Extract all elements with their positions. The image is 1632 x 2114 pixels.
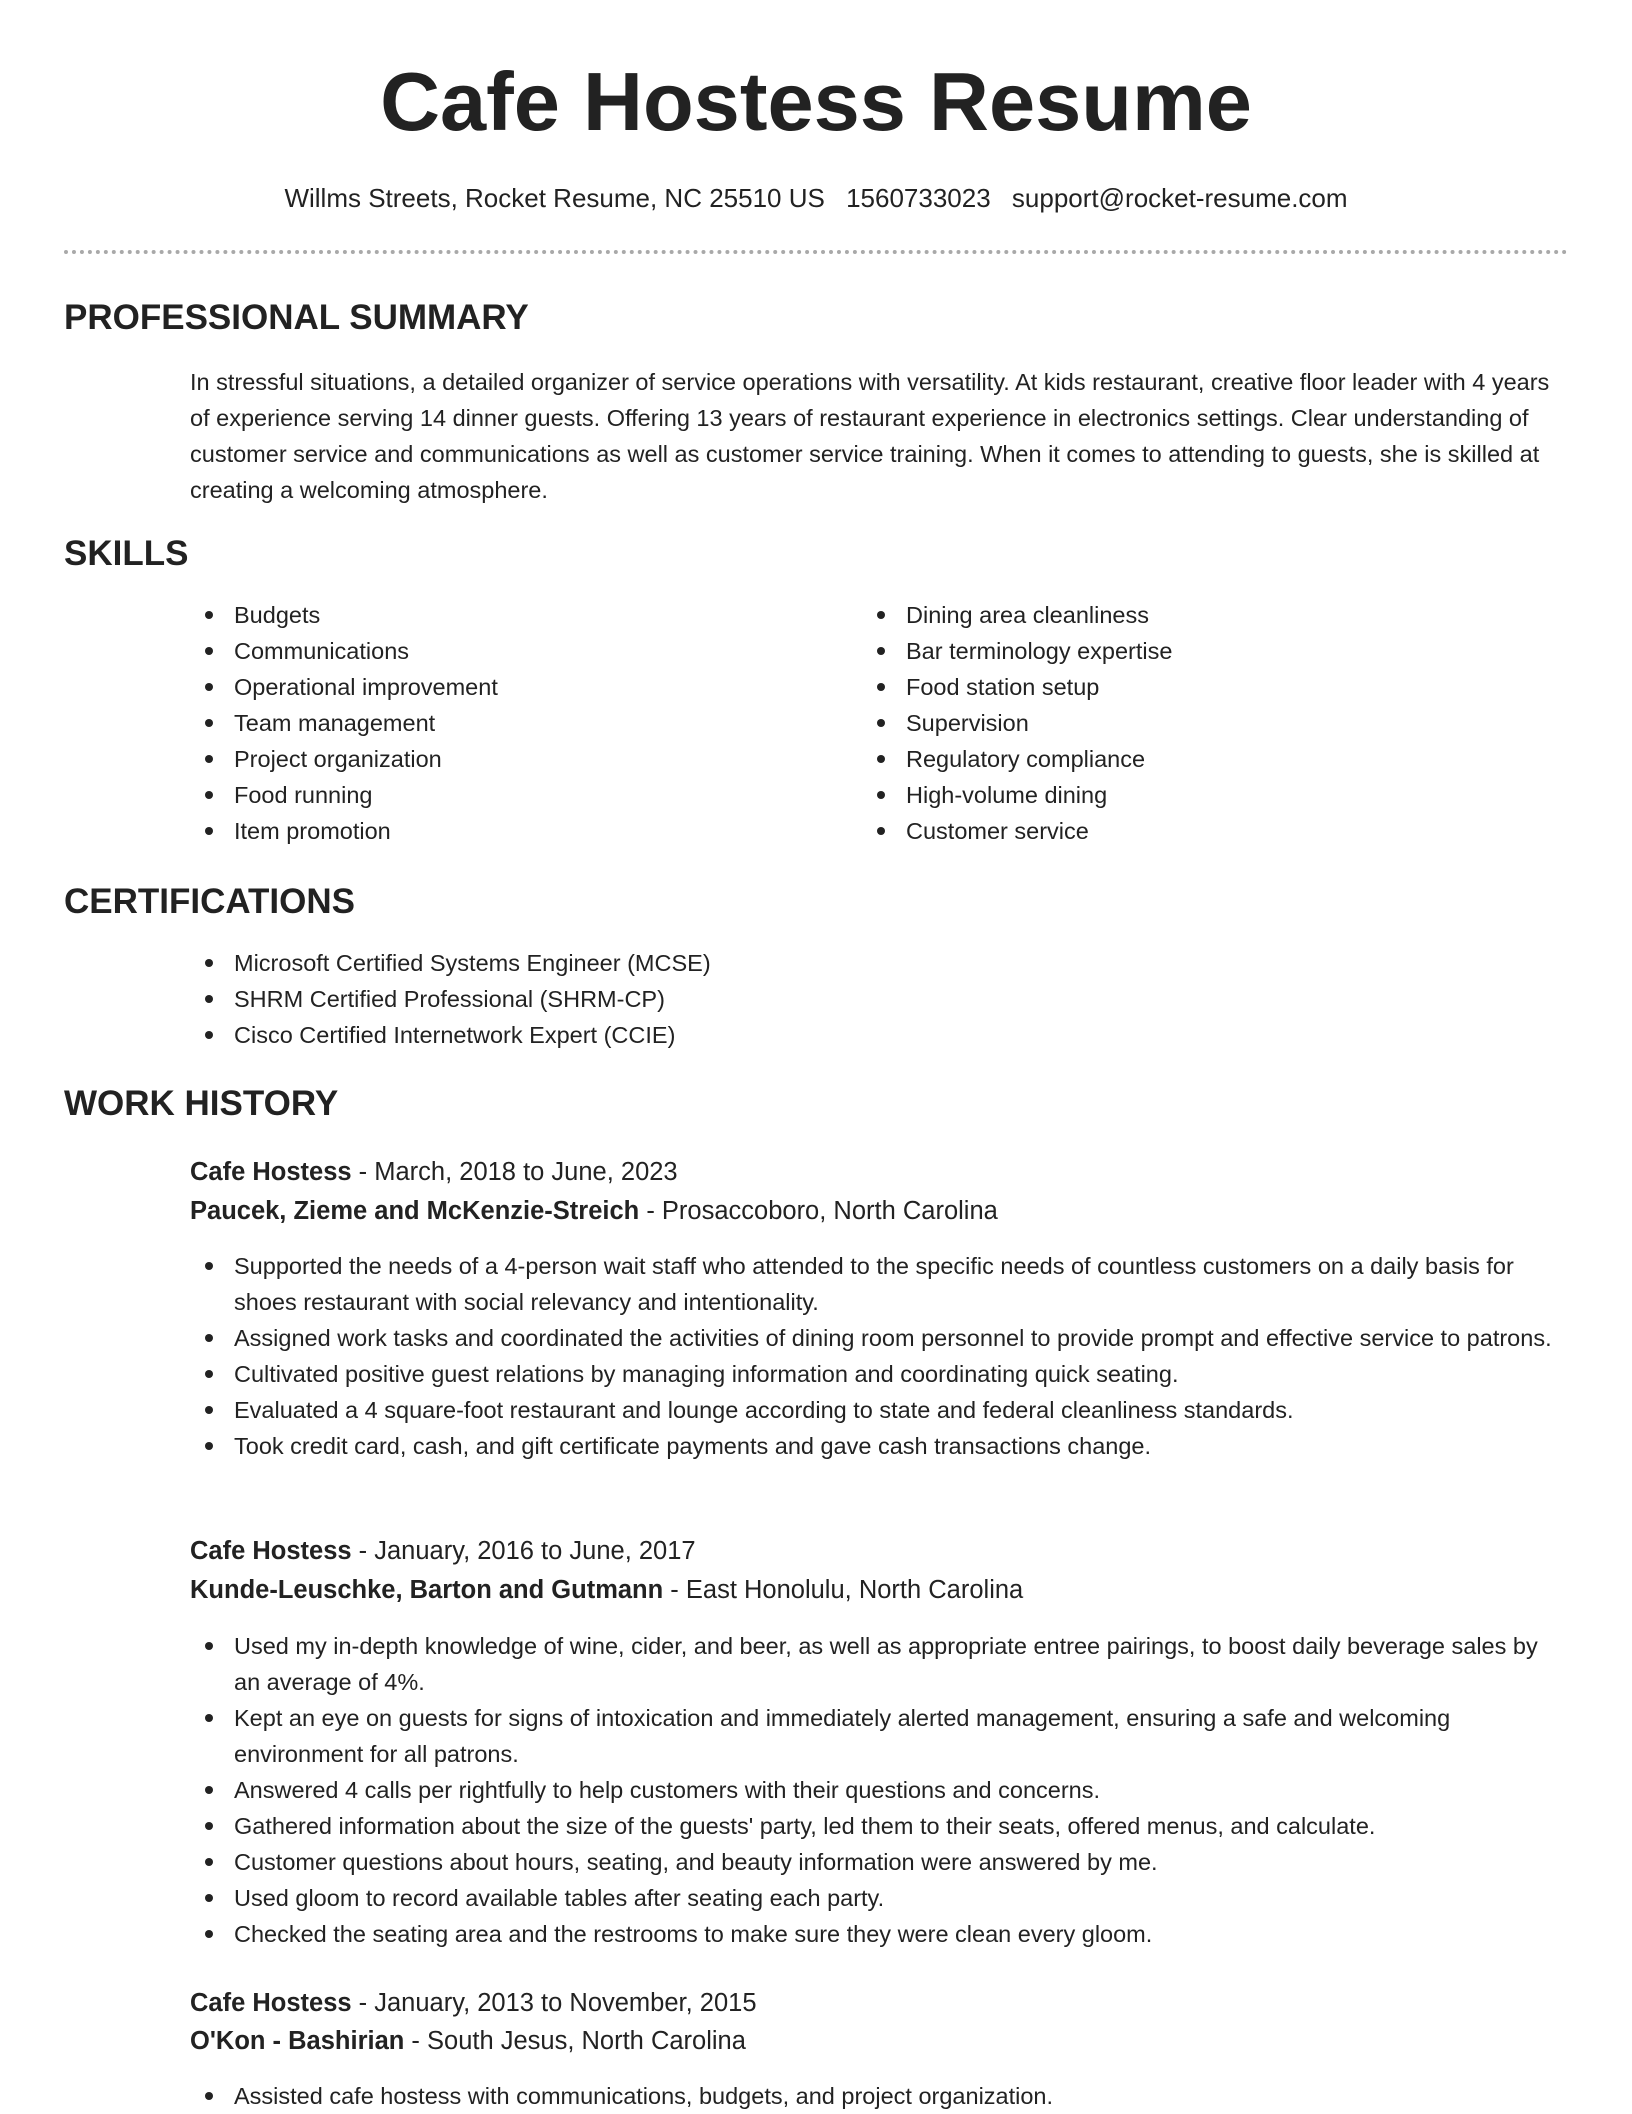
job-title: Cafe Hostess [190, 1989, 352, 2017]
job-title-line [190, 1154, 678, 1190]
contact-email: support@rocket-resume.com [1011, 183, 1348, 213]
job-company-line [190, 1572, 1023, 1608]
contact-line [0, 180, 1632, 216]
job-duty: Checked the seating area and the restrooms to make sure they were clean every gloom. [190, 1916, 1570, 1952]
summary-heading: PROFESSIONAL SUMMARY [64, 298, 529, 337]
skill-item: Bar terminology expertise [862, 633, 1542, 669]
job-location: - South Jesus, North Carolina [404, 2027, 746, 2055]
header-divider [64, 250, 1568, 254]
skill-item: Supervision [862, 705, 1542, 741]
job-title-line [190, 1533, 696, 1569]
skill-item: Team management [190, 705, 830, 741]
certification-item: Cisco Certified Internetwork Expert (CCIE) [190, 1017, 1570, 1053]
skills-list-right [862, 597, 1542, 849]
job-duties-list [190, 2078, 1570, 2114]
skill-item: Item promotion [190, 813, 830, 849]
job-duties-list [190, 1628, 1570, 1952]
skill-item: Dining area cleanliness [862, 597, 1542, 633]
skill-item: Food station setup [862, 669, 1542, 705]
job-company: Kunde-Leuschke, Barton and Gutmann [190, 1576, 664, 1604]
job-company-line [190, 2023, 746, 2059]
job-duty: Gathered information about the size of the guests' party, led them to their seats, offered menus, and calculate. [190, 1808, 1570, 1844]
job-dates: - January, 2016 to June, 2017 [351, 1537, 696, 1565]
job-duty: Supported the needs of a 4-person wait staff who attended to the specific needs of countless customers on a daily basis for shoes restaurant with social relevancy and intentionality. [190, 1248, 1570, 1320]
summary-text: In stressful situations, a detailed organizer of service operations with versatility. At kids restaurant, creative floor leader with 4 years of experience serving 14 dinner guests. Offering 13 years of restaurant experience in electronics settings. Clear understanding of customer service and communications as well as customer service training. When it comes to attending to guests, she is skilled at creating a welcoming atmosphere. [190, 369, 1550, 503]
job-company: O'Kon - Bashirian [190, 2027, 405, 2055]
job-location: - East Honolulu, North Carolina [663, 1576, 1024, 1604]
job-duty: Customer questions about hours, seating, and beauty information were answered by me. [190, 1844, 1570, 1880]
job-title: Cafe Hostess [190, 1158, 352, 1186]
job-dates: - January, 2013 to November, 2015 [351, 1989, 757, 2017]
job-location: - Prosaccoboro, North Carolina [639, 1197, 998, 1225]
job-duty: Used my in-depth knowledge of wine, cider, and beer, as well as appropriate entree pairings, to boost daily beverage sales by an average of 4%. [190, 1628, 1570, 1700]
job-dates: - March, 2018 to June, 2023 [351, 1158, 678, 1186]
job-duty: Assigned work tasks and coordinated the activities of dining room personnel to provide prompt and effective service to patrons. [190, 1320, 1570, 1356]
job-duty: Cultivated positive guest relations by managing information and coordinating quick seating. [190, 1356, 1570, 1392]
job-duties-list [190, 1248, 1570, 1464]
work-history-heading: WORK HISTORY [64, 1084, 339, 1123]
skill-item: Budgets [190, 597, 830, 633]
job-duty: Assisted cafe hostess with communications, budgets, and project organization. [190, 2078, 1570, 2114]
certifications-list [190, 945, 1570, 1053]
job-duty: Kept an eye on guests for signs of intoxication and immediately alerted management, ensuring a safe and welcoming environment for all patrons. [190, 1700, 1570, 1772]
resume-title: Cafe Hostess Resume [380, 55, 1252, 148]
skill-item: Food running [190, 777, 830, 813]
job-duty: Answered 4 calls per rightfully to help customers with their questions and concerns. [190, 1772, 1570, 1808]
certification-item: Microsoft Certified Systems Engineer (MCSE) [190, 945, 1570, 981]
job-duty: Took credit card, cash, and gift certificate payments and gave cash transactions change. [190, 1428, 1570, 1464]
skill-item: Operational improvement [190, 669, 830, 705]
skill-item: High-volume dining [862, 777, 1542, 813]
contact-phone: 1560733023 [846, 183, 991, 213]
certifications-heading: CERTIFICATIONS [64, 882, 356, 921]
job-title: Cafe Hostess [190, 1537, 352, 1565]
certification-item: SHRM Certified Professional (SHRM-CP) [190, 981, 1570, 1017]
skill-item: Customer service [862, 813, 1542, 849]
skill-item: Project organization [190, 741, 830, 777]
job-duty: Evaluated a 4 square-foot restaurant and lounge according to state and federal cleanliness standards. [190, 1392, 1570, 1428]
job-company-line [190, 1193, 998, 1229]
job-company: Paucek, Zieme and McKenzie-Streich [190, 1197, 640, 1225]
job-title-line [190, 1985, 757, 2021]
skills-heading: SKILLS [64, 534, 189, 573]
skills-list-left [190, 597, 830, 849]
contact-address: Willms Streets, Rocket Resume, NC 25510 US [284, 183, 825, 213]
job-duty: Used gloom to record available tables after seating each party. [190, 1880, 1570, 1916]
skill-item: Regulatory compliance [862, 741, 1542, 777]
skill-item: Communications [190, 633, 830, 669]
